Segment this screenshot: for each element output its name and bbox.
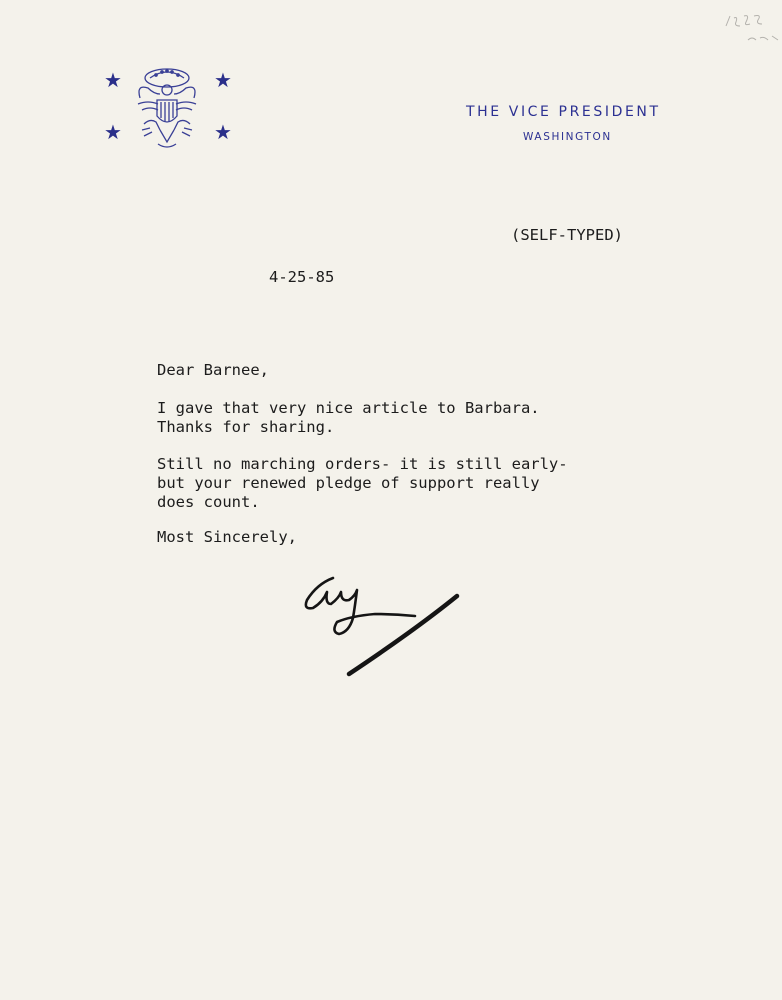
star-icon: ★ bbox=[214, 120, 232, 144]
signature-image bbox=[295, 570, 470, 680]
star-icon: ★ bbox=[214, 68, 232, 92]
paragraph-line: Still no marching orders- it is still early- bbox=[157, 455, 568, 473]
letterhead-title: THE VICE PRESIDENT bbox=[466, 104, 661, 120]
vice-presidential-seal bbox=[100, 62, 240, 154]
closing: Most Sincerely, bbox=[157, 528, 297, 546]
salutation: Dear Barnee, bbox=[157, 361, 269, 379]
paragraph-2 bbox=[157, 455, 568, 512]
paragraph-line: Thanks for sharing. bbox=[157, 418, 335, 436]
self-typed-annotation: (SELF-TYPED) bbox=[511, 226, 623, 244]
eagle-seal-icon bbox=[130, 64, 204, 152]
letterhead-subtitle: WASHINGTON bbox=[523, 131, 612, 143]
star-icon: ★ bbox=[104, 120, 122, 144]
pencil-marking bbox=[722, 10, 782, 46]
paragraph-line: I gave that very nice article to Barbara. bbox=[157, 399, 540, 417]
letter-date: 4-25-85 bbox=[269, 268, 335, 286]
paragraph-line: does count. bbox=[157, 493, 260, 511]
paragraph-line: but your renewed pledge of support really bbox=[157, 474, 540, 492]
paragraph-1 bbox=[157, 399, 540, 437]
star-icon: ★ bbox=[104, 68, 122, 92]
